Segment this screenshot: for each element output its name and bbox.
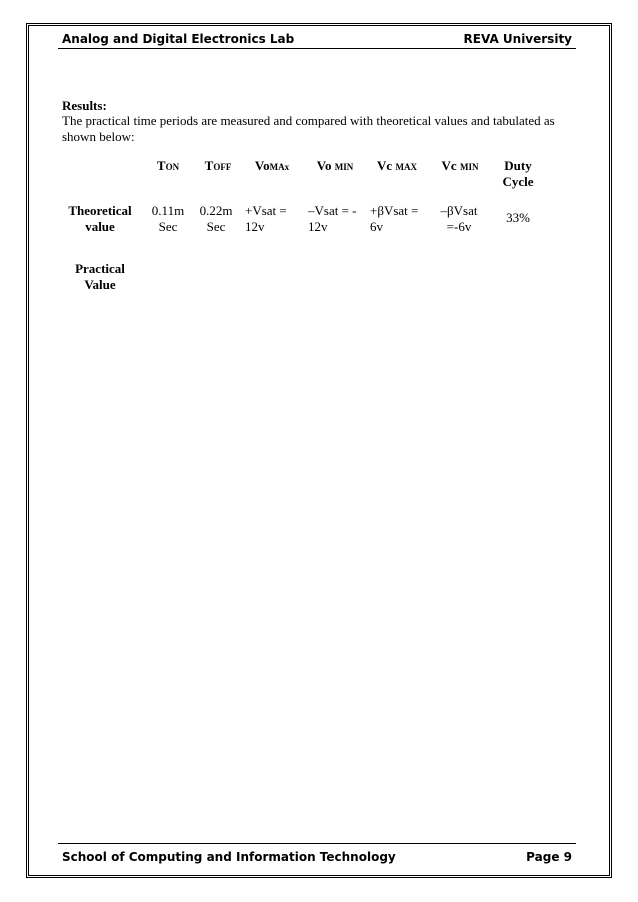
row-label-theoretical: Theoretical value <box>68 203 132 234</box>
footer-rule <box>58 843 576 844</box>
results-heading: Results: <box>62 98 107 113</box>
header-left-title: Analog and Digital Electronics Lab <box>62 32 295 46</box>
col-header-toff: TOFF <box>204 158 232 173</box>
col-header-vcmax: Vc MAX <box>377 158 417 173</box>
col-header-duty-cycle: Duty Cycle <box>502 158 534 189</box>
col-header-vcmin: Vc MIN <box>441 158 479 173</box>
cell-theoretical-vcmin: –βVsat =-6v <box>440 203 478 234</box>
cell-theoretical-vcmax: +βVsat = 6v <box>370 203 419 234</box>
header-right-title: REVA University <box>463 32 572 46</box>
page-number: Page 9 <box>526 850 572 864</box>
row-label-practical: Practical Value <box>75 261 125 292</box>
header-rule <box>58 48 576 49</box>
results-paragraph: The practical time periods are measured and compared with theoretical values and tabulated as shown below: <box>62 113 555 144</box>
cell-theoretical-toff: 0.22m Sec <box>199 203 233 234</box>
col-header-vomin: Vo MIN <box>316 158 354 173</box>
cell-theoretical-duty-cycle: 33% <box>506 210 530 225</box>
cell-theoretical-vomin: –Vsat = - 12v <box>308 203 357 234</box>
footer-left-title: School of Computing and Information Technology <box>62 850 396 864</box>
col-header-ton: TON <box>156 158 180 173</box>
cell-theoretical-vomax: +Vsat = 12v <box>245 203 287 234</box>
cell-theoretical-ton: 0.11m Sec <box>151 203 185 234</box>
col-header-vomax: VoMAx <box>254 158 290 173</box>
page-border <box>26 23 612 878</box>
